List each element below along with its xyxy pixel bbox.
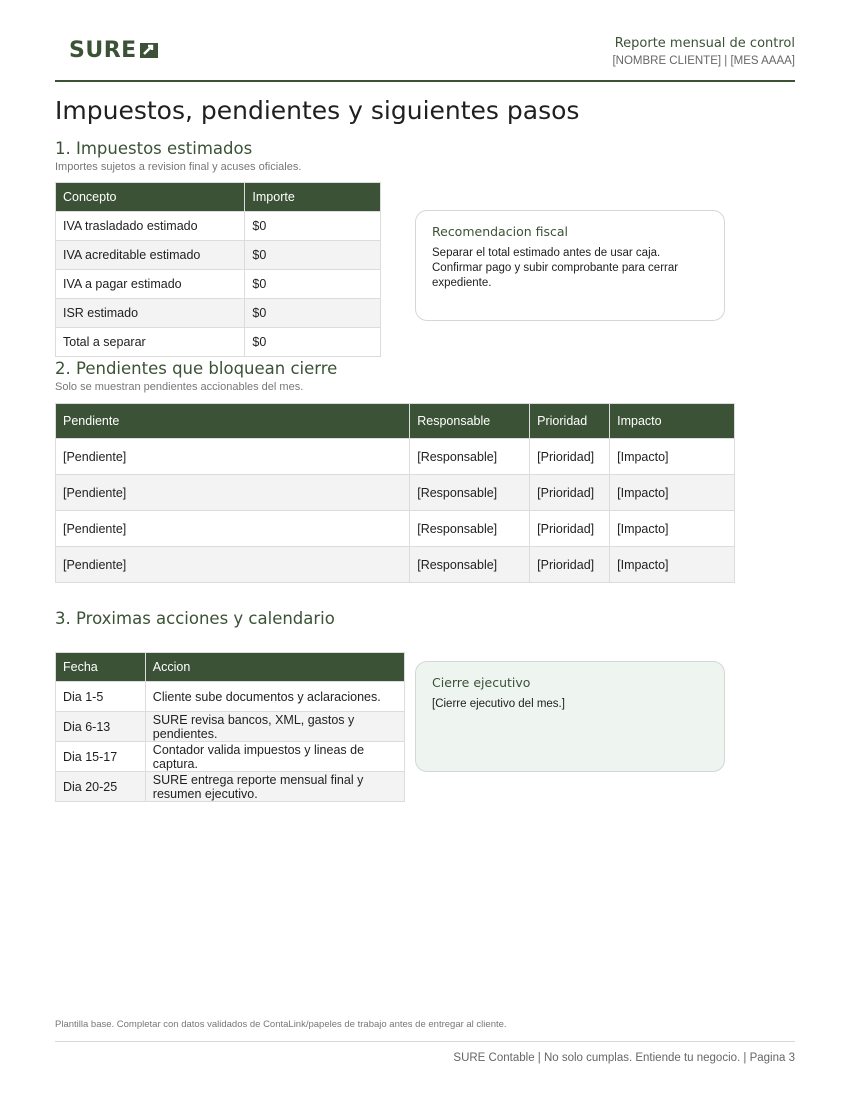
column-header: Fecha [56,653,146,682]
table-row [56,547,735,583]
column-header: Accion [145,653,404,682]
table-header-row [56,183,381,212]
fiscal-recommendation-callout [415,210,725,321]
table-row [56,212,381,241]
table-row [56,241,381,270]
page-title: Impuestos, pendientes y siguientes pasos [55,96,580,125]
table-cell: $0 [245,299,381,328]
column-header: Prioridad [530,404,610,439]
column-header: Pendiente [56,404,410,439]
callout-text: Separar el total estimado antes de usar caja. Confirmar pago y subir comprobante para cerrar expediente. [432,247,679,289]
table-row [56,712,405,742]
table-cell: [Prioridad] [530,547,610,583]
report-title: Reporte mensual de control [614,36,795,51]
table-cell: [Prioridad] [530,475,610,511]
table-cell: Cliente sube documentos y aclaraciones. [145,682,404,712]
calendar-table [55,652,405,802]
table-cell: Dia 1-5 [56,682,146,712]
table-row [56,475,735,511]
column-header: Importe [245,183,381,212]
table-cell: Dia 15-17 [56,742,146,772]
table-cell: Contador valida impuestos y lineas de captura. [145,742,404,772]
table-cell: Total a separar [56,328,245,357]
table-cell: [Impacto] [610,439,735,475]
table-cell: $0 [245,241,381,270]
table-cell: [Responsable] [410,547,530,583]
section-1-title: 1. Impuestos estimados [55,139,253,158]
logo-text: SURE [69,37,137,63]
table-cell: $0 [245,270,381,299]
table-cell: [Responsable] [410,439,530,475]
table-cell: [Impacto] [610,475,735,511]
table-cell: [Prioridad] [530,439,610,475]
table-cell: [Pendiente] [56,439,410,475]
callout-title: Recomendacion fiscal [432,224,568,239]
column-header: Impacto [610,404,735,439]
table-cell: [Impacto] [610,511,735,547]
table-row [56,328,381,357]
logo-mark-icon [139,42,159,59]
footer-note: Plantilla base. Completar con datos validados de ContaLink/papeles de trabajo antes de entregar al cliente. [55,1019,507,1030]
table-cell: [Prioridad] [530,511,610,547]
table-cell: [Impacto] [610,547,735,583]
table-cell: [Pendiente] [56,511,410,547]
section-2-subtitle: Solo se muestran pendientes accionables del mes. [55,381,304,393]
table-cell: Dia 6-13 [56,712,146,742]
table-cell: IVA acreditable estimado [56,241,245,270]
table-row [56,742,405,772]
table-cell: [Responsable] [410,511,530,547]
footer-divider [55,1041,795,1042]
table-row [56,682,405,712]
brand-logo [69,38,159,62]
taxes-table [55,182,381,357]
footer-tagline: SURE Contable | No solo cumplas. Entiende tu negocio. | Pagina 3 [453,1052,795,1064]
callout-text: [Cierre ejecutivo del mes.] [432,698,565,710]
table-cell: SURE revisa bancos, XML, gastos y pendientes. [145,712,404,742]
table-header-row [56,653,405,682]
column-header: Responsable [410,404,530,439]
executive-close-callout [415,661,725,772]
table-row [56,772,405,802]
table-header-row [56,404,735,439]
table-cell: [Pendiente] [56,475,410,511]
table-cell: [Responsable] [410,475,530,511]
table-cell: SURE entrega reporte mensual final y resumen ejecutivo. [145,772,404,802]
table-cell: $0 [245,328,381,357]
callout-title: Cierre ejecutivo [432,675,531,690]
table-cell: IVA a pagar estimado [56,270,245,299]
section-1-subtitle: Importes sujetos a revision final y acuses oficiales. [55,161,302,173]
section-2-title: 2. Pendientes que bloquean cierre [55,359,338,378]
column-header: Concepto [56,183,245,212]
header-divider [55,80,795,82]
table-cell: $0 [245,212,381,241]
report-subtitle: [NOMBRE CLIENTE] | [MES AAAA] [612,55,795,67]
table-cell: IVA trasladado estimado [56,212,245,241]
table-row [56,511,735,547]
table-cell: ISR estimado [56,299,245,328]
table-cell: Dia 20-25 [56,772,146,802]
table-row [56,270,381,299]
table-row [56,439,735,475]
table-row [56,299,381,328]
section-3-title: 3. Proximas acciones y calendario [55,609,335,628]
pending-items-table [55,403,735,583]
table-cell: [Pendiente] [56,547,410,583]
